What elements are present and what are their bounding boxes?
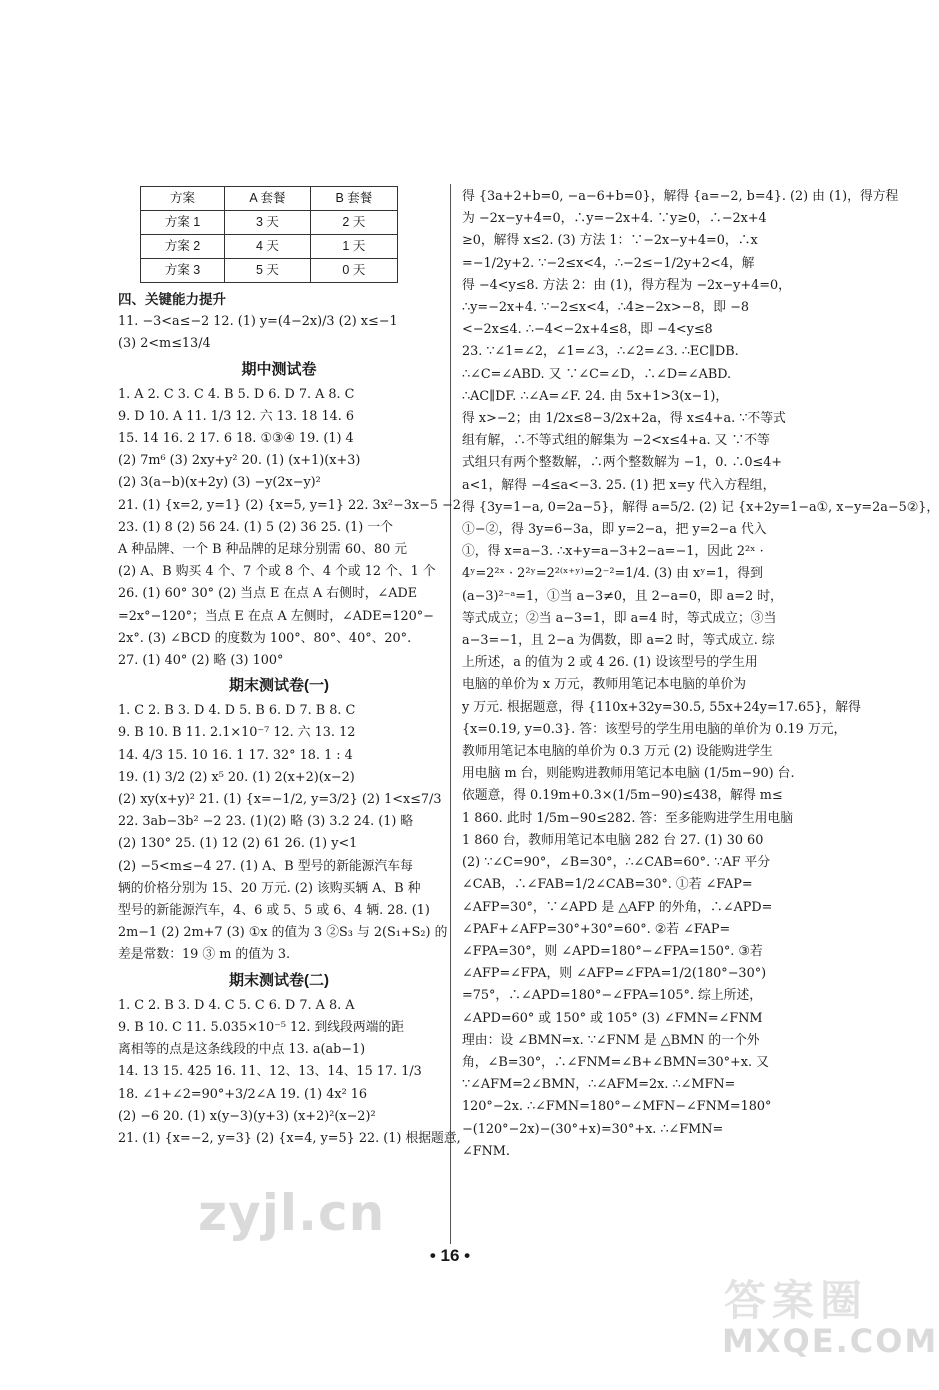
answer-line: 9. B 10. C 11. 5.035×10⁻⁵ 12. 到线段两端的距 [118,1019,405,1035]
answer-line: 23. (1) 8 (2) 56 24. (1) 5 (2) 36 25. (1) 一个 [118,519,393,535]
answer-line: (2) A、B 购买 4 个、7 个或 8 个、4 个或 12 个、1 个 [118,564,436,580]
answer-line: 9. B 10. B 11. 2.1×10⁻⁷ 12. 六 13. 12 [118,725,356,741]
answer-line: 理由：设 ∠BMN=x. ∵∠FNM 是 △BMN 的一个外 [462,1032,760,1048]
answer-line: a−3=−1，且 2−a 为偶数，即 a=2 时，等式成立. 综 [462,633,775,649]
answer-line: 离相等的点是这条线段的中点 13. a(ab−1) [118,1042,366,1058]
final1-answers [118,700,448,966]
answer-line: 27. (1) 40° (2) 略 (3) 100° [118,653,284,669]
answer-line: 式组只有两个整数解，∴两个整数解为 −1，0. ∴0≤4+ [462,455,783,471]
midterm-title: 期中测试卷 [241,360,317,378]
answer-line: 22. 3ab−3b² −2 23. (1)(2) 略 (3) 3.2 24. (1) 略 [118,814,414,830]
answer-line: 得 {3y=1−a, 0=2a−5}，解得 a=5/2. (2) 记 {x+2y=1−a①, x−y=2a−5②}， [462,499,939,515]
answer-line: 1. C 2. B 3. D 4. C 5. C 6. D 7. A 8. A [118,997,355,1013]
answer-line: 型号的新能源汽车，4、6 或 5、5 或 6、4 辆. 28. (1) [118,903,430,919]
answer-line: (2) 7m⁶ (3) 2xy+y² 20. (1) (x+1)(x+3) [118,453,361,469]
answer-line: 为 −2x−y+4=0，∴y=−2x+4. ∵y≥0，∴−2x+4 [462,211,767,227]
answer-line: 4ʸ=2²ˣ · 2²ʸ=2²⁽ˣ⁺ʸ⁾=2⁻²=1/4. (3) 由 xʸ=1，得到 [462,566,763,582]
table-header-row [141,187,398,211]
key-answers [118,311,440,355]
plan-table [140,186,398,283]
answer-line: 14. 13 15. 425 16. 11、12、13、14、15 17. 1/3 [118,1064,422,1080]
table-header-cell: 方案 [141,187,225,211]
answer-line: 差是常数：19 ③ m 的值为 3. [118,947,291,963]
watermark-logo: 答案圈 [724,1276,869,1325]
answer-line: ≥0，解得 x≤2. (3) 方法 1：∵−2x−y+4=0，∴x [462,233,758,249]
answer-line: 18. ∠1+∠2=90°+3/2∠A 19. (1) 4x² 16 [118,1086,368,1102]
answer-line: A 种品牌、一个 B 种品牌的足球分别需 60、80 元 [118,542,408,558]
answer-line: 角，∠B=30°，∴∠FNM=∠B+∠BMN=30°+x. 又 [462,1054,769,1070]
answer-line: (2) 3(a−b)(x+2y) (3) −y(2x−y)² [118,475,321,491]
answer-line: =75°，∴∠APD=180°−∠FPA=105°. 综上所述， [462,988,763,1004]
answer-line: 1 860 台，教师用笔记本电脑 282 台 27. (1) 30 60 [462,832,764,848]
table-cell: 3 天 [225,211,311,235]
table-cell: 5 天 [225,259,311,283]
table-cell: 方案 1 [141,211,225,235]
table-cell: 1 天 [310,235,397,259]
answer-line: 21. (1) {x=2, y=1} (2) {x=5, y=1} 22. 3x²−3x−5 −2 [118,497,461,513]
answer-line: <−2x≤4. ∴−4<−2x+4≤8，即 −4<y≤8 [462,322,713,338]
table-cell: 方案 2 [141,235,225,259]
final2-answers [118,995,461,1150]
table-header-cell: B 套餐 [310,187,397,211]
answer-line: 依题意，得 0.19m+0.3×(1/5m−90)≤438，解得 m≤ [462,788,783,804]
answer-line: 教师用笔记本电脑的单价为 0.3 万元 (2) 设能购进学生 [462,744,773,760]
table-cell: 4 天 [225,235,311,259]
answer-line: 得 x>−2；由 1/2x≤8−3/2x+2a，得 x≤4+a. ∵不等式 [462,411,786,427]
answer-line: 等式成立；②当 a−3=1，即 a=4 时，等式成立；③当 [462,610,777,626]
column-divider [450,184,451,1244]
watermark-right: MXQE.COM [722,1322,939,1360]
table-row [141,211,398,235]
answer-line: ∴∠C=∠ABD. 又 ∵∠C=∠D，∴∠D=∠ABD. [462,366,732,382]
answer-line: (2) ∵∠C=90°，∠B=30°，∴∠CAB=60°. ∵AF 平分 [462,855,771,871]
answer-line: ∴AC∥DF. ∴∠A=∠F. 24. 由 5x+1>3(x−1)， [462,388,729,404]
table-cell: 2 天 [310,211,397,235]
answer-line: 1. A 2. C 3. C 4. B 5. D 6. D 7. A 8. C [118,386,355,402]
answer-line: (2) −5<m≤−4 27. (1) A、B 型号的新能源汽车每 [118,858,413,874]
answer-line: 得 {3a+2+b=0, −a−6+b=0}，解得 {a=−2, b=4}. (2) 由 (1)，得方程 [462,189,899,204]
answer-line: ∠APD=60° 或 150° 或 105° (3) ∠FMN=∠FNM [462,1010,763,1026]
answer-line: 9. D 10. A 11. 1/3 12. 六 13. 18 14. 6 [118,408,355,424]
table-cell: 0 天 [310,259,397,283]
answer-line: (a−3)²⁻ᵃ=1，①当 a−3≠0，且 2−a=0，即 a=2 时， [462,588,783,604]
final1-title: 期末测试卷(一) [229,677,329,695]
answer-line: (2) 130° 25. (1) 12 (2) 61 26. (1) y<1 [118,836,358,852]
table-cell: 方案 3 [141,259,225,283]
answer-line: 辆的价格分别为 15、20 万元. (2) 该购买辆 A、B 种 [118,880,421,896]
right-column [462,186,939,1163]
answer-line: (2) −6 20. (1) x(y−3)(y+3) (x+2)²(x−2)² [118,1108,376,1124]
answer-line: ∠AFP=∠FPA，则 ∠AFP=∠FPA=1/2(180°−30°) [462,966,767,982]
answer-line: 组有解，∴不等式组的解集为 −2<x≤4+a. 又 ∵不等 [462,433,770,449]
answer-line: a<1，解得 −4≤a<−3. 25. (1) 把 x=y 代入方程组， [462,477,776,493]
answer-line: ∠AFP=30°，∵∠APD 是 △AFP 的外角，∴∠APD= [462,899,773,915]
answer-line: 得 −4<y≤8. 方法 2：由 (1)，得方程为 −2x−y+4=0， [462,277,791,293]
answer-line: 用电脑 m 台，则能购进教师用笔记本电脑 (1/5m−90) 台. [462,766,795,782]
answer-line: 26. (1) 60° 30° (2) 当点 E 在点 A 右侧时，∠ADE [118,586,418,602]
answer-line: ∠FNM. [462,1143,510,1159]
final2-title: 期末测试卷(二) [229,971,329,989]
answer-line: 上所述，a 的值为 2 或 4 26. (1) 设该型号的学生用 [462,655,758,671]
table-row [141,259,398,283]
answer-line: 2x°. (3) ∠BCD 的度数为 100°、80°、40°、20°. [118,630,412,646]
table-header-cell: A 套餐 [225,187,311,211]
watermark-left: zyjl.cn [198,1184,386,1242]
answer-line: ∴y=−2x+4. ∵−2≤x<4，∴4≥−2x>−8，即 −8 [462,300,749,316]
answer-line: 14. 4/3 15. 10 16. 1 17. 32° 18. 1 : 4 [118,747,353,763]
answer-line: 23. ∵∠1=∠2，∠1=∠3，∴∠2=∠3. ∴EC∥DB. [462,344,739,360]
answer-line: ①−②，得 3y=6−3a，即 y=2−a，把 y=2−a 代入 [462,522,767,538]
answer-line: ①，得 x=a−3. ∴x+y=a−3+2−a=−1，因此 2²ˣ · [462,544,764,560]
answer-line: (2) xy(x+y)² 21. (1) {x=−1/2, y=3/2} (2) 1<x≤7/3 [118,792,442,808]
answer-line: ∠PAF+∠AFP=30°+30°=60°. ②若 ∠FAP= [462,921,731,937]
answer-line: 1. C 2. B 3. D 4. D 5. B 6. D 7. B 8. C [118,703,356,719]
left-column [118,186,461,1150]
answer-line: ∵∠AFM=2∠BMN，∴∠AFM=2x. ∴∠MFN= [462,1077,736,1093]
answer-line: =2x°−120°；当点 E 在点 A 左侧时，∠ADE=120°− [118,608,434,624]
answer-line: 21. (1) {x=−2, y=3} (2) {x=4, y=5} 22. (1) 根据题意, [118,1130,461,1146]
answer-line: 电脑的单价为 x 万元，教师用笔记本电脑的单价为 [462,677,747,693]
answer-line: =−1/2y+2. ∵−2≤x<4，∴−2≤−1/2y+2<4，解 [462,255,755,271]
answer-line: 1 860. 此时 1/5m−90≤282. 答：至多能购进学生用电脑 [462,810,794,826]
answer-line: {x=0.19, y=0.3}. 答：该型号的学生用电脑的单价为 0.19 万元， [462,721,847,737]
answer-line: 120°−2x. ∴∠FMN=180°−∠MFN−∠FNM=180° [462,1099,772,1115]
answer-line: 15. 14 16. 2 17. 6 18. ①③④ 19. (1) 4 [118,431,354,447]
answer-line: 19. (1) 3/2 (2) x⁵ 20. (1) 2(x+2)(x−2) [118,769,355,785]
answer-line: ∠CAB，∴∠FAB=1/2∠CAB=30°. ①若 ∠FAP= [462,877,753,893]
answer-line: y 万元. 根据题意，得 {110x+32y=30.5, 55x+24y=17.65}，解得 [462,699,861,715]
midterm-answers [118,384,461,673]
table-row [141,235,398,259]
answer-line: ∠FPA=30°，则 ∠APD=180°−∠FPA=150°. ③若 [462,943,763,959]
answer-line: 11. −3<a≤−2 12. (1) y=(4−2x)/3 (2) x≤−1 [118,314,398,330]
page-number: • 16 • [429,1246,471,1265]
answer-line: (3) 2<m≤13/4 [118,336,211,352]
answer-line: −(120°−2x)−(30°+x)=30°+x. ∴∠FMN= [462,1121,724,1137]
section-heading: 四、关键能力提升 [118,292,226,307]
answer-line: 2m−1 (2) 2m+7 (3) ①x 的值为 3 ②S₃ 与 2(S₁+S₂) 的 [118,925,448,941]
